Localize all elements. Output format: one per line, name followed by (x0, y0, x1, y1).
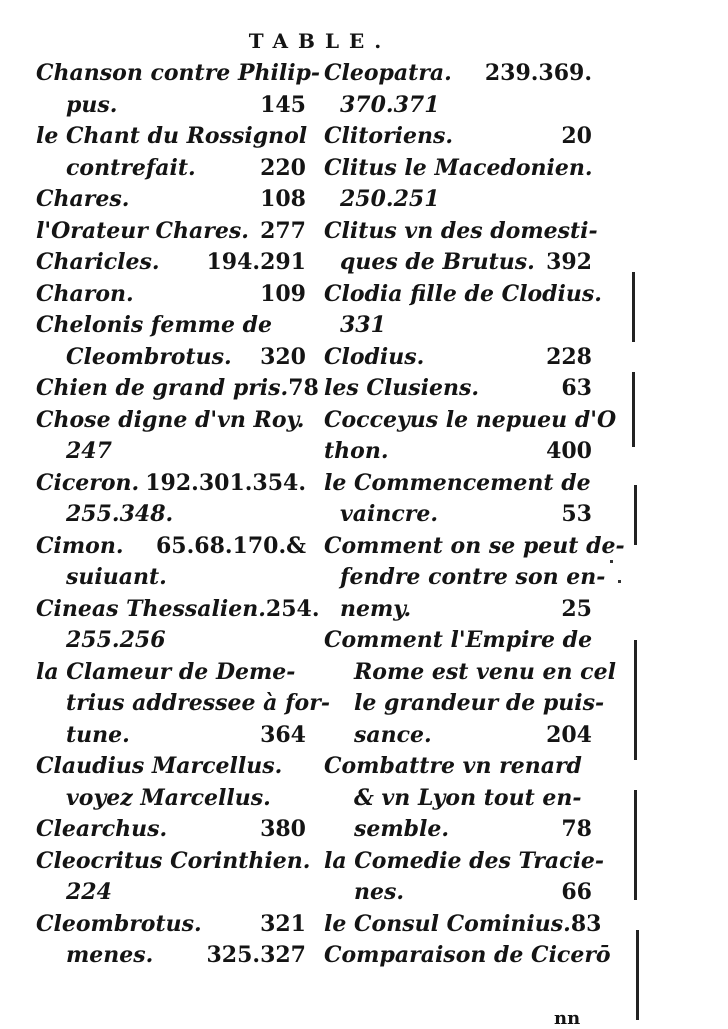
entry-text: Clitus vn des domesti- (324, 217, 598, 244)
entry-text: Ciceron. (36, 469, 140, 496)
page-edge-mark (636, 930, 639, 1020)
entry-text: semble. (354, 816, 450, 842)
index-entry-line (324, 814, 592, 846)
footer-mark: nn (554, 1008, 581, 1029)
entry-text: l'Orateur Chares. (36, 217, 249, 244)
page-ref: 220 (260, 154, 306, 181)
index-entry-line (324, 247, 592, 279)
index-entry-line (36, 310, 306, 342)
page-ref: 228 (546, 343, 592, 370)
index-entry-line (324, 499, 592, 531)
page-ref: 277 (260, 217, 306, 244)
index-entry-line (324, 562, 606, 594)
index-column-right (324, 58, 625, 972)
index-entry-line (324, 594, 592, 626)
page-ref: 400 (546, 438, 592, 464)
index-entry-line (36, 247, 306, 279)
page-edge-mark (634, 790, 637, 900)
entry-text: Cleopatra. (324, 60, 452, 86)
entry-text: Rome est venu en cel (354, 658, 616, 685)
page-ref: 320 (260, 343, 306, 370)
entry-text: Cimon. (36, 532, 124, 559)
page-ref: 53 (561, 501, 592, 527)
entry-text: Clitoriens. (324, 123, 454, 149)
page-ref: 66 (561, 879, 592, 905)
page-ref: 108 (260, 186, 306, 212)
index-entry-line (36, 90, 306, 122)
index-entry-line (324, 342, 592, 374)
index-entry-line (36, 751, 306, 783)
index-entry-line (36, 846, 311, 878)
entry-text: Chanson contre Philip- (36, 60, 321, 86)
index-entry-line (324, 940, 611, 972)
index-entry-line (36, 184, 306, 216)
index-entry-line (36, 468, 306, 500)
page-ref: 380 (260, 816, 306, 842)
index-entry-line (324, 436, 592, 468)
page-ref: 321 (260, 910, 306, 937)
index-entry-line (36, 58, 321, 90)
speck (610, 560, 613, 563)
index-entry-line (36, 153, 306, 185)
entry-text: 250.251 (340, 186, 440, 212)
entry-text: Cleombrotus. (36, 910, 202, 937)
index-entry-line (324, 153, 592, 185)
index-entry-line (36, 940, 306, 972)
entry-text: le grandeur de puis- (354, 690, 605, 716)
index-entry-line (36, 279, 306, 311)
index-entry-line (36, 877, 306, 909)
page-ref: 78 (288, 375, 319, 401)
entry-text: 247 (66, 438, 112, 464)
page-ref: 192.301.354. (145, 469, 306, 496)
index-entry-line (36, 657, 306, 689)
index-entry-line (324, 279, 602, 311)
index-entry-line (36, 814, 306, 846)
index-entry-line (324, 531, 625, 563)
page-ref: 145 (260, 91, 306, 118)
entry-text: Cleocritus Corinthien. (36, 847, 311, 874)
entry-text: thon. (324, 438, 389, 464)
entry-text: contrefait. (66, 154, 196, 181)
index-entry-line (324, 373, 592, 405)
index-column-left (36, 58, 330, 972)
entry-text: Clodia fille de Clodius. (324, 280, 602, 307)
entry-text: 331 (340, 312, 386, 338)
index-entry-line (36, 436, 306, 468)
entry-text: Clodius. (324, 343, 425, 370)
page-edge-mark (632, 372, 635, 447)
entry-text: sance. (354, 721, 432, 748)
entry-text: Charon. (36, 280, 134, 307)
page-edge-mark (634, 640, 637, 760)
entry-text: suiuant. (66, 564, 167, 590)
page-edge-mark (634, 485, 637, 545)
page-header: TABLE. (248, 29, 392, 53)
entry-text: les Clusiens. (324, 375, 480, 401)
index-entry-line (324, 625, 592, 657)
index-entry-line (324, 751, 592, 783)
entry-text: Chien de grand pris. (36, 375, 289, 401)
entry-text: 255.348. (66, 501, 174, 527)
entry-text: vaincre. (340, 501, 439, 527)
page-ref: 239.369. (484, 60, 592, 86)
index-entry-line (324, 310, 592, 342)
page-ref: 325.327 (206, 942, 306, 968)
index-entry-line (36, 373, 319, 405)
index-entry-line (324, 877, 592, 909)
page-ref: 364 (260, 721, 306, 748)
page-ref: 254. (265, 595, 320, 622)
entry-text: Comparaison de Cicerō (324, 942, 611, 968)
entry-text: fendre contre son en- (340, 564, 606, 590)
entry-text: Charicles. (36, 249, 160, 275)
entry-text: 255.256 (66, 627, 166, 653)
entry-text: Cineas Thessalien. (36, 595, 266, 622)
page-ref: 392 (546, 249, 592, 275)
entry-text: Combattre vn renard (324, 753, 582, 779)
entry-text: Chose digne d'vn Roy. (36, 406, 305, 433)
index-entry-line (36, 720, 306, 752)
page-ref: 109 (260, 280, 306, 307)
index-entry-line (36, 405, 306, 437)
entry-text: 370.371 (340, 91, 440, 118)
entry-text: Claudius Marcellus. (36, 753, 283, 779)
index-entry-line (324, 90, 592, 122)
index-entry-line (324, 468, 592, 500)
speck (618, 580, 621, 583)
entry-text: Chelonis femme de (36, 312, 272, 338)
entry-text: Comment on se peut de- (324, 532, 625, 559)
page-ref: 194.291 (206, 249, 306, 275)
index-entry-line (324, 657, 616, 689)
index-entry-line (324, 688, 605, 720)
page-ref: 83 (570, 910, 602, 937)
index-entry-line (324, 720, 592, 752)
entry-text: & vn Lyon tout en- (354, 784, 582, 811)
index-entry-line (324, 909, 602, 941)
entry-text: Clearchus. (36, 816, 168, 842)
page-ref: 65.68.170.& (156, 532, 306, 559)
index-entry-line (324, 405, 617, 437)
entry-text: tune. (66, 721, 130, 748)
entry-text: le Consul Cominius. (324, 910, 571, 937)
index-entry-line (36, 783, 306, 815)
entry-text: voyez Marcellus. (66, 784, 271, 811)
entry-text: nes. (354, 879, 405, 905)
index-entry-line (324, 184, 592, 216)
index-entry-line (36, 594, 320, 626)
index-entry-line (324, 216, 598, 248)
entry-text: Clitus le Macedonien. (324, 154, 593, 181)
entry-text: trius addressee à for- (66, 690, 330, 716)
entry-text: la Comedie des Tracie- (324, 847, 605, 874)
index-entry-line (324, 783, 592, 815)
index-entry-line (36, 499, 306, 531)
index-entry-line (36, 625, 306, 657)
page-ref: 78 (561, 816, 592, 842)
entry-text: le Commencement de (324, 469, 591, 496)
index-entry-line (324, 58, 592, 90)
entry-text: le Chant du Rossignol (36, 123, 308, 149)
entry-text: menes. (66, 942, 154, 968)
page-ref: 204 (546, 721, 592, 748)
page-edge-mark (632, 272, 635, 342)
index-entry-line (324, 121, 592, 153)
index-entry-line (36, 342, 306, 374)
index-entry-line (36, 531, 306, 563)
index-entry-line (36, 688, 330, 720)
index-entry-line (36, 562, 306, 594)
entry-text: nemy. (340, 595, 412, 622)
entry-text: 224 (66, 879, 112, 905)
entry-text: la Clameur de Deme- (36, 658, 296, 685)
page-ref: 20 (561, 123, 592, 149)
page-ref: 63 (561, 375, 592, 401)
page-ref: 25 (561, 595, 592, 622)
index-entry-line (36, 121, 306, 153)
index-entry-line (36, 909, 306, 941)
index-entry-line (36, 216, 306, 248)
entry-text: Comment l'Empire de (324, 627, 593, 653)
entry-text: Cocceyus le nepueu d'O (324, 406, 617, 433)
entry-text: Chares. (36, 186, 130, 212)
entry-text: pus. (66, 91, 118, 118)
entry-text: ques de Brutus. (340, 249, 535, 275)
index-entry-line (324, 846, 605, 878)
entry-text: Cleombrotus. (66, 343, 232, 370)
